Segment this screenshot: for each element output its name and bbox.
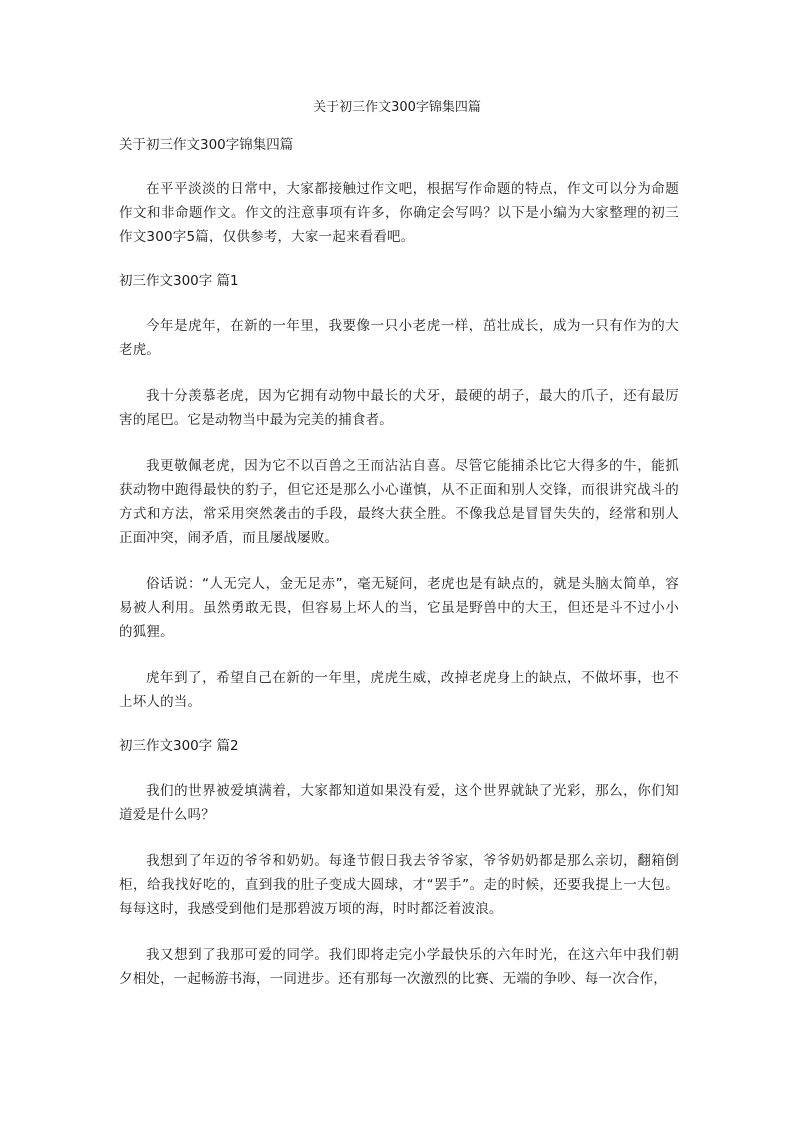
section1-paragraph: 虎年到了，希望自己在新的一年里，虎虎生威，改掉老虎身上的缺点，不做坏事，也不上坏人的当。 [119, 670, 679, 710]
section1-paragraph: 俗话说：“人无完人，金无足赤”，毫无疑问，老虎也是有缺点的，就是头脑太简单，容易被人利用。虽然勇敢无畏，但容易上坏人的当，它虽是野兽中的大王，但还是斗不过小小的狐狸。 [119, 576, 679, 640]
intro-paragraph: 在平平淡淡的日常中，大家都接触过作文吧，根据写作命题的特点，作文可以分为命题作文和非命题作文。作文的注意事项有许多，你确定会写吗？以下是小编为大家整理的初三作文300字5篇，仅供参考，大家一起来看看吧。 [119, 181, 679, 245]
section2-paragraph: 我们的世界被爱填满着，大家都知道如果没有爱，这个世界就缺了光彩，那么，你们知道爱是什么吗？ [119, 783, 679, 823]
document-title: 关于初三作文300字锦集四篇 [313, 100, 481, 115]
document-subtitle: 关于初三作文300字锦集四篇 [119, 137, 294, 153]
section1-paragraph: 我十分羡慕老虎，因为它拥有动物中最长的犬牙，最硬的胡子，最大的爪子，还有最厉害的尾巴。它是动物当中最为完美的捕食者。 [119, 388, 679, 428]
section-heading-2: 初三作文300字 篇2 [119, 738, 239, 754]
section-heading-1: 初三作文300字 篇1 [119, 273, 239, 289]
section2-paragraph: 我又想到了我那可爱的同学。我们即将走完小学最快乐的六年时光，在这六年中我们朝夕相处，一起畅游书海，一同进步。还有那每一次激烈的比赛、无端的争吵、每一次合作， [119, 947, 679, 987]
section2-paragraph: 我想到了年迈的爷爷和奶奶。每逢节假日我去爷爷家，爷爷奶奶都是那么亲切，翻箱倒柜，给我找好吃的，直到我的肚子变成大圆球，才“罢手”。走的时候，还要我提上一大包。每每这时，我感受到他们是那碧波万顷的海，时时都泛着波浪。 [119, 853, 679, 917]
section1-paragraph: 今年是虎年，在新的一年里，我要像一只小老虎一样，茁壮成长，成为一只有作为的大老虎。 [119, 318, 679, 358]
section1-paragraph: 我更敬佩老虎，因为它不以百兽之王而沾沾自喜。尽管它能捕杀比它大得多的牛，能抓获动物中跑得最快的豹子，但它还是那么小心谨慎，从不正面和别人交锋，而很讲究战斗的方式和方法，常采用突然袭击的手段，最终大获全胜。不像我总是冒冒失失的，经常和别人正面冲突，闹矛盾，而且屡战屡败。 [119, 458, 679, 546]
document-body [119, 135, 679, 1013]
